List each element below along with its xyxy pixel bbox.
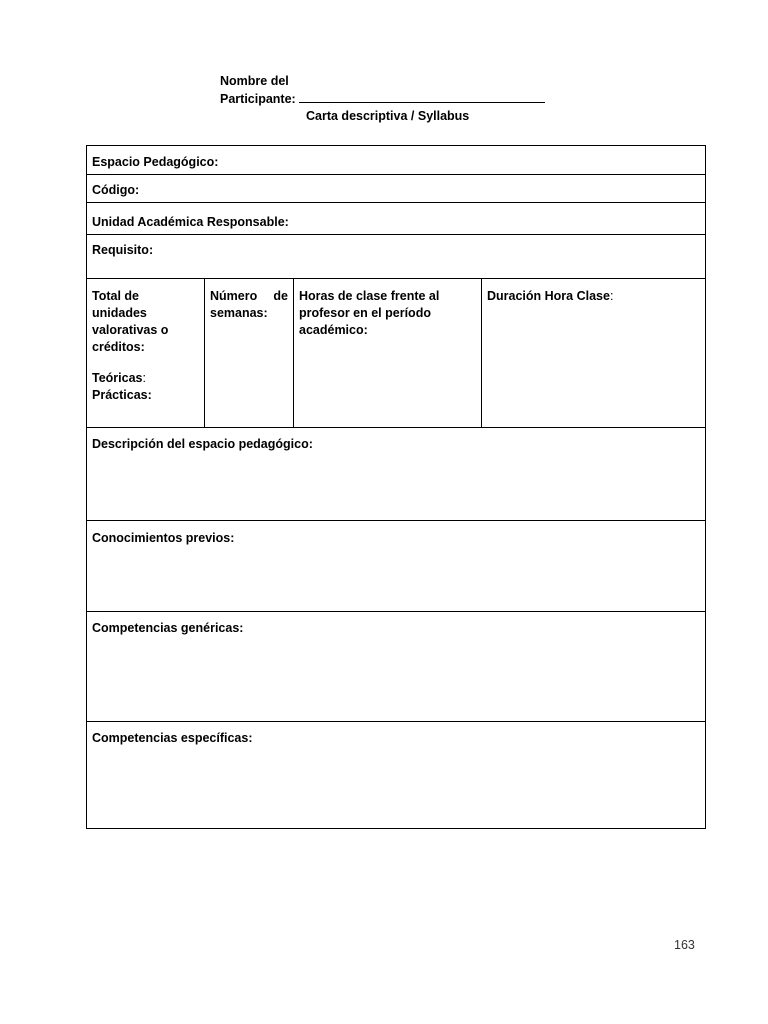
row-descripcion[interactable] bbox=[87, 428, 705, 521]
total-unidades-l3: valorativas o bbox=[92, 323, 169, 337]
participant-name-header bbox=[220, 73, 545, 108]
label-requisito: Requisito: bbox=[92, 243, 154, 257]
participant-name-blank[interactable] bbox=[299, 90, 545, 103]
row-competencias-genericas[interactable] bbox=[87, 612, 705, 722]
numero-semanas-l2: semanas: bbox=[210, 306, 268, 320]
row-requisito[interactable] bbox=[87, 235, 705, 279]
row-codigo[interactable] bbox=[87, 175, 705, 203]
label-unidad-academica: Unidad Académica Responsable: bbox=[92, 215, 289, 229]
name-label-line1: Nombre del bbox=[220, 74, 289, 88]
cell-total-unidades[interactable]: Total de unidades valorativas o créditos: Teóricas: Prácticas: bbox=[87, 279, 204, 427]
label-comp-especificas: Competencias específicas: bbox=[92, 731, 253, 745]
total-unidades-l2: unidades bbox=[92, 306, 147, 320]
horas-clase-l1: Horas de clase frente al bbox=[299, 289, 440, 303]
cell-numero-semanas[interactable] bbox=[204, 279, 293, 427]
horas-clase-l2: profesor en el período bbox=[299, 306, 431, 320]
label-conocimientos: Conocimientos previos: bbox=[92, 531, 235, 545]
cell-horas-clase[interactable] bbox=[293, 279, 481, 427]
horas-clase-l3: académico: bbox=[299, 323, 368, 337]
credits-hours-grid bbox=[87, 279, 705, 428]
label-codigo: Código: bbox=[92, 183, 140, 197]
label-teoricas: Teóricas bbox=[92, 371, 143, 385]
row-competencias-especificas[interactable] bbox=[87, 722, 705, 827]
cell-duracion-hora-clase[interactable]: Duración Hora Clase: bbox=[481, 279, 705, 427]
syllabus-form bbox=[86, 145, 706, 829]
document-subtitle: Carta descriptiva / Syllabus bbox=[306, 109, 470, 123]
label-comp-genericas: Competencias genéricas: bbox=[92, 621, 244, 635]
total-unidades-l4: créditos: bbox=[92, 340, 145, 354]
total-unidades-l1: Total de bbox=[92, 289, 139, 303]
row-conocimientos-previos[interactable] bbox=[87, 521, 705, 612]
label-practicas: Prácticas: bbox=[92, 388, 152, 402]
page-number: 163 bbox=[674, 938, 695, 952]
label-duracion: Duración Hora Clase bbox=[487, 289, 610, 303]
numero-semanas-l1: Número de bbox=[210, 289, 288, 303]
label-descripcion: Descripción del espacio pedagógico: bbox=[92, 437, 313, 451]
name-label-line2: Participante: bbox=[220, 92, 296, 106]
label-espacio-pedagogico: Espacio Pedagógico: bbox=[92, 155, 219, 169]
row-unidad-academica[interactable] bbox=[87, 203, 705, 235]
row-espacio-pedagogico[interactable] bbox=[87, 146, 705, 175]
